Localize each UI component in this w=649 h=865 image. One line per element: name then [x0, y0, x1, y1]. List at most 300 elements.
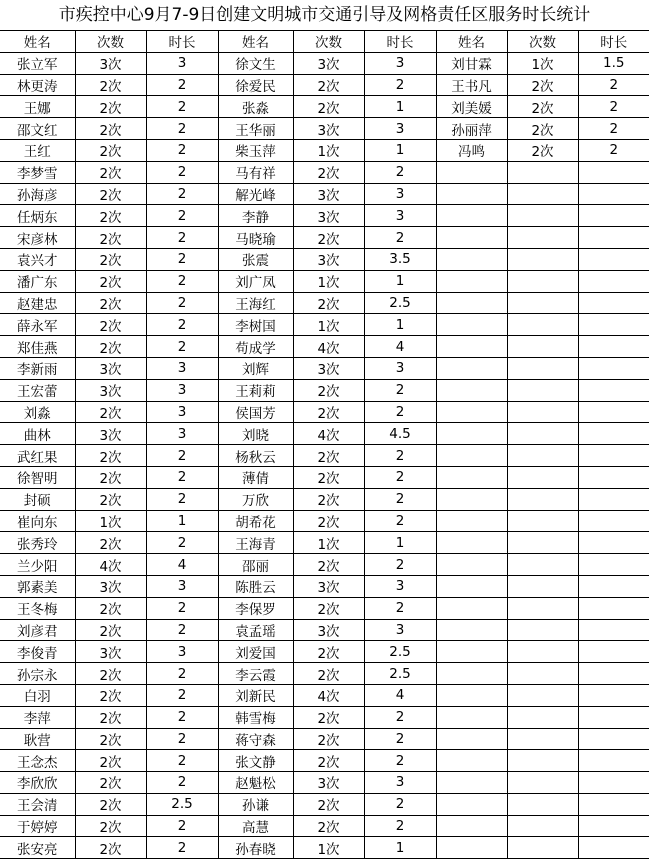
cell-count[interactable]: [507, 445, 578, 467]
cell-hours[interactable]: 2: [146, 466, 218, 488]
cell-hours[interactable]: 2: [146, 837, 218, 859]
cell-name[interactable]: [436, 270, 507, 292]
cell-hours[interactable]: [578, 772, 649, 794]
cell-name[interactable]: 杨秋云: [218, 445, 293, 467]
cell-count[interactable]: 2次: [75, 793, 146, 815]
cell-hours[interactable]: 4.5: [364, 423, 436, 445]
cell-count[interactable]: [507, 619, 578, 641]
cell-count[interactable]: 2次: [293, 292, 364, 314]
cell-count[interactable]: 2次: [75, 74, 146, 96]
cell-count[interactable]: [507, 314, 578, 336]
cell-hours[interactable]: 2: [146, 684, 218, 706]
cell-count[interactable]: 3次: [293, 205, 364, 227]
cell-name[interactable]: [436, 837, 507, 859]
cell-count[interactable]: 3次: [293, 52, 364, 74]
cell-hours[interactable]: [578, 336, 649, 358]
cell-name[interactable]: 李欣欣: [0, 772, 75, 794]
cell-name[interactable]: 刘广凤: [218, 270, 293, 292]
cell-hours[interactable]: 2.5: [364, 663, 436, 685]
cell-name[interactable]: 张震: [218, 248, 293, 270]
cell-hours[interactable]: 2: [146, 706, 218, 728]
cell-name[interactable]: 兰少阳: [0, 554, 75, 576]
cell-hours[interactable]: 1: [364, 270, 436, 292]
cell-count[interactable]: 2次: [507, 118, 578, 140]
cell-count[interactable]: 2次: [293, 401, 364, 423]
cell-hours[interactable]: 3.5: [364, 248, 436, 270]
column-header-name[interactable]: 姓名: [0, 31, 75, 52]
cell-name[interactable]: [436, 205, 507, 227]
cell-hours[interactable]: [578, 750, 649, 772]
cell-hours[interactable]: 2: [146, 205, 218, 227]
cell-name[interactable]: 王红: [0, 139, 75, 161]
cell-name[interactable]: 王莉莉: [218, 379, 293, 401]
cell-count[interactable]: 2次: [75, 837, 146, 859]
cell-hours[interactable]: 3: [364, 575, 436, 597]
cell-hours[interactable]: 2: [364, 227, 436, 249]
cell-name[interactable]: [436, 227, 507, 249]
cell-name[interactable]: 孙海彦: [0, 183, 75, 205]
cell-name[interactable]: 李新雨: [0, 357, 75, 379]
cell-name[interactable]: 孙丽萍: [436, 118, 507, 140]
cell-count[interactable]: 2次: [75, 445, 146, 467]
cell-count[interactable]: [507, 161, 578, 183]
cell-hours[interactable]: 2: [146, 314, 218, 336]
cell-hours[interactable]: [578, 728, 649, 750]
cell-count[interactable]: [507, 684, 578, 706]
cell-count[interactable]: 2次: [75, 227, 146, 249]
cell-name[interactable]: 张秀玲: [0, 532, 75, 554]
cell-name[interactable]: 胡希花: [218, 510, 293, 532]
cell-name[interactable]: 邵丽: [218, 554, 293, 576]
cell-count[interactable]: 2次: [293, 815, 364, 837]
cell-count[interactable]: [507, 750, 578, 772]
cell-name[interactable]: 张淼: [218, 96, 293, 118]
cell-hours[interactable]: 2: [146, 619, 218, 641]
cell-hours[interactable]: 3: [146, 423, 218, 445]
cell-count[interactable]: [507, 357, 578, 379]
cell-hours[interactable]: [578, 314, 649, 336]
cell-count[interactable]: 3次: [293, 575, 364, 597]
cell-hours[interactable]: 2: [364, 379, 436, 401]
cell-count[interactable]: [507, 641, 578, 663]
cell-hours[interactable]: 2: [364, 488, 436, 510]
cell-name[interactable]: 解光峰: [218, 183, 293, 205]
cell-count[interactable]: 2次: [507, 96, 578, 118]
cell-name[interactable]: 张文静: [218, 750, 293, 772]
cell-name[interactable]: [436, 183, 507, 205]
cell-name[interactable]: 袁兴才: [0, 248, 75, 270]
cell-hours[interactable]: [578, 270, 649, 292]
cell-name[interactable]: [436, 423, 507, 445]
cell-count[interactable]: 1次: [507, 52, 578, 74]
cell-hours[interactable]: 2: [146, 336, 218, 358]
cell-hours[interactable]: 2: [364, 510, 436, 532]
cell-name[interactable]: 王海红: [218, 292, 293, 314]
cell-name[interactable]: 王海青: [218, 532, 293, 554]
cell-hours[interactable]: 1: [364, 139, 436, 161]
cell-count[interactable]: 2次: [293, 597, 364, 619]
cell-count[interactable]: 2次: [75, 139, 146, 161]
cell-hours[interactable]: 2: [146, 183, 218, 205]
cell-name[interactable]: 高慧: [218, 815, 293, 837]
cell-name[interactable]: 刘辉: [218, 357, 293, 379]
cell-name[interactable]: 宋彦林: [0, 227, 75, 249]
cell-count[interactable]: [507, 205, 578, 227]
cell-name[interactable]: [436, 445, 507, 467]
cell-hours[interactable]: 2: [146, 227, 218, 249]
cell-hours[interactable]: 3: [146, 575, 218, 597]
cell-count[interactable]: 1次: [75, 510, 146, 532]
cell-count[interactable]: 2次: [75, 161, 146, 183]
cell-hours[interactable]: [578, 554, 649, 576]
cell-count[interactable]: 1次: [293, 270, 364, 292]
cell-name[interactable]: 林更涛: [0, 74, 75, 96]
cell-count[interactable]: [507, 336, 578, 358]
cell-name[interactable]: 王会清: [0, 793, 75, 815]
cell-hours[interactable]: [578, 466, 649, 488]
cell-hours[interactable]: 2: [364, 445, 436, 467]
cell-count[interactable]: [507, 270, 578, 292]
cell-name[interactable]: 王书凡: [436, 74, 507, 96]
cell-name[interactable]: 刘新民: [218, 684, 293, 706]
cell-name[interactable]: 孙春晓: [218, 837, 293, 859]
cell-hours[interactable]: 3: [364, 52, 436, 74]
cell-count[interactable]: [507, 597, 578, 619]
cell-count[interactable]: 2次: [293, 379, 364, 401]
cell-count[interactable]: 3次: [75, 357, 146, 379]
cell-name[interactable]: 薄倩: [218, 466, 293, 488]
cell-name[interactable]: 李梦雪: [0, 161, 75, 183]
cell-hours[interactable]: [578, 706, 649, 728]
cell-hours[interactable]: [578, 663, 649, 685]
cell-hours[interactable]: 3: [364, 205, 436, 227]
cell-name[interactable]: [436, 248, 507, 270]
cell-count[interactable]: 3次: [293, 248, 364, 270]
cell-name[interactable]: 刘晓: [218, 423, 293, 445]
cell-hours[interactable]: 1: [146, 510, 218, 532]
cell-name[interactable]: 王念杰: [0, 750, 75, 772]
cell-count[interactable]: 1次: [293, 837, 364, 859]
cell-count[interactable]: [507, 401, 578, 423]
cell-name[interactable]: [436, 684, 507, 706]
cell-count[interactable]: 3次: [293, 772, 364, 794]
cell-hours[interactable]: 2: [146, 663, 218, 685]
cell-name[interactable]: 徐爱民: [218, 74, 293, 96]
cell-name[interactable]: [436, 750, 507, 772]
cell-hours[interactable]: [578, 793, 649, 815]
cell-count[interactable]: 2次: [75, 183, 146, 205]
cell-count[interactable]: 2次: [293, 74, 364, 96]
cell-name[interactable]: 马有祥: [218, 161, 293, 183]
cell-count[interactable]: 2次: [75, 248, 146, 270]
cell-hours[interactable]: 2: [146, 270, 218, 292]
cell-hours[interactable]: 3: [364, 619, 436, 641]
cell-name[interactable]: [436, 793, 507, 815]
cell-name[interactable]: [436, 728, 507, 750]
cell-hours[interactable]: 1: [364, 837, 436, 859]
cell-count[interactable]: [507, 466, 578, 488]
cell-count[interactable]: [507, 488, 578, 510]
cell-hours[interactable]: 2: [146, 292, 218, 314]
cell-name[interactable]: 封硕: [0, 488, 75, 510]
cell-hours[interactable]: 2: [364, 554, 436, 576]
cell-count[interactable]: [507, 532, 578, 554]
cell-count[interactable]: 3次: [75, 641, 146, 663]
column-header-name[interactable]: 姓名: [436, 31, 507, 52]
cell-count[interactable]: 2次: [293, 554, 364, 576]
cell-count[interactable]: 2次: [75, 292, 146, 314]
cell-name[interactable]: 刘美媛: [436, 96, 507, 118]
cell-hours[interactable]: [578, 423, 649, 445]
cell-count[interactable]: 2次: [293, 793, 364, 815]
cell-hours[interactable]: [578, 510, 649, 532]
cell-name[interactable]: 马晓瑜: [218, 227, 293, 249]
cell-name[interactable]: 苟成学: [218, 336, 293, 358]
cell-hours[interactable]: [578, 401, 649, 423]
cell-count[interactable]: 3次: [75, 52, 146, 74]
cell-hours[interactable]: 2: [364, 815, 436, 837]
cell-hours[interactable]: 3: [146, 52, 218, 74]
cell-hours[interactable]: 2: [364, 793, 436, 815]
cell-name[interactable]: 曲林: [0, 423, 75, 445]
cell-count[interactable]: 1次: [293, 532, 364, 554]
cell-hours[interactable]: 1: [364, 96, 436, 118]
cell-name[interactable]: 李俊青: [0, 641, 75, 663]
cell-count[interactable]: 2次: [75, 772, 146, 794]
cell-count[interactable]: 2次: [293, 750, 364, 772]
cell-count[interactable]: 2次: [75, 205, 146, 227]
cell-hours[interactable]: [578, 379, 649, 401]
cell-count[interactable]: [507, 183, 578, 205]
cell-count[interactable]: 4次: [293, 336, 364, 358]
cell-name[interactable]: 潘广东: [0, 270, 75, 292]
cell-name[interactable]: 李云霞: [218, 663, 293, 685]
cell-count[interactable]: [507, 772, 578, 794]
cell-hours[interactable]: 2: [364, 401, 436, 423]
cell-count[interactable]: 2次: [293, 663, 364, 685]
cell-count[interactable]: [507, 575, 578, 597]
cell-count[interactable]: 2次: [293, 510, 364, 532]
cell-name[interactable]: 李萍: [0, 706, 75, 728]
cell-name[interactable]: [436, 575, 507, 597]
cell-count[interactable]: [507, 379, 578, 401]
cell-hours[interactable]: 2: [364, 466, 436, 488]
cell-count[interactable]: 2次: [507, 74, 578, 96]
cell-name[interactable]: 张安亮: [0, 837, 75, 859]
cell-count[interactable]: 2次: [293, 488, 364, 510]
cell-count[interactable]: 2次: [293, 227, 364, 249]
column-header-hours[interactable]: 时长: [364, 31, 436, 52]
cell-name[interactable]: 赵魁松: [218, 772, 293, 794]
cell-name[interactable]: 郑佳燕: [0, 336, 75, 358]
cell-count[interactable]: 2次: [75, 314, 146, 336]
cell-name[interactable]: 王宏蕾: [0, 379, 75, 401]
cell-count[interactable]: 2次: [75, 118, 146, 140]
cell-hours[interactable]: 1: [364, 314, 436, 336]
cell-hours[interactable]: 2: [578, 96, 649, 118]
cell-name[interactable]: 陈胜云: [218, 575, 293, 597]
cell-count[interactable]: 3次: [75, 575, 146, 597]
cell-name[interactable]: 徐智明: [0, 466, 75, 488]
cell-name[interactable]: 万欣: [218, 488, 293, 510]
cell-name[interactable]: [436, 597, 507, 619]
cell-hours[interactable]: 3: [364, 772, 436, 794]
cell-hours[interactable]: 2: [146, 161, 218, 183]
cell-hours[interactable]: [578, 815, 649, 837]
cell-count[interactable]: [507, 837, 578, 859]
cell-hours[interactable]: [578, 248, 649, 270]
cell-count[interactable]: 2次: [75, 336, 146, 358]
cell-name[interactable]: 任炳东: [0, 205, 75, 227]
cell-count[interactable]: 2次: [507, 139, 578, 161]
cell-count[interactable]: 4次: [75, 554, 146, 576]
cell-hours[interactable]: [578, 641, 649, 663]
cell-count[interactable]: 2次: [75, 663, 146, 685]
cell-hours[interactable]: [578, 597, 649, 619]
cell-count[interactable]: 3次: [293, 118, 364, 140]
cell-count[interactable]: [507, 248, 578, 270]
cell-hours[interactable]: 4: [364, 684, 436, 706]
cell-hours[interactable]: 3: [364, 118, 436, 140]
column-header-count[interactable]: 次数: [507, 31, 578, 52]
cell-count[interactable]: [507, 728, 578, 750]
cell-name[interactable]: 侯国芳: [218, 401, 293, 423]
cell-count[interactable]: 2次: [75, 684, 146, 706]
cell-hours[interactable]: 2: [146, 96, 218, 118]
cell-count[interactable]: 1次: [293, 139, 364, 161]
cell-count[interactable]: 2次: [293, 161, 364, 183]
cell-hours[interactable]: 2: [364, 74, 436, 96]
cell-hours[interactable]: 2: [146, 597, 218, 619]
cell-count[interactable]: 3次: [293, 183, 364, 205]
cell-name[interactable]: 邵文红: [0, 118, 75, 140]
cell-hours[interactable]: [578, 292, 649, 314]
cell-hours[interactable]: 4: [146, 554, 218, 576]
cell-hours[interactable]: 1: [364, 532, 436, 554]
cell-hours[interactable]: 3: [364, 183, 436, 205]
cell-hours[interactable]: [578, 357, 649, 379]
column-header-name[interactable]: 姓名: [218, 31, 293, 52]
column-header-count[interactable]: 次数: [75, 31, 146, 52]
cell-name[interactable]: [436, 554, 507, 576]
cell-count[interactable]: 2次: [75, 619, 146, 641]
cell-name[interactable]: 孙宗永: [0, 663, 75, 685]
cell-name[interactable]: 李树国: [218, 314, 293, 336]
cell-hours[interactable]: [578, 205, 649, 227]
cell-count[interactable]: [507, 554, 578, 576]
cell-count[interactable]: 3次: [75, 423, 146, 445]
cell-count[interactable]: 4次: [293, 423, 364, 445]
cell-name[interactable]: 蒋守森: [218, 728, 293, 750]
cell-name[interactable]: [436, 619, 507, 641]
cell-hours[interactable]: 2.5: [146, 793, 218, 815]
cell-count[interactable]: 2次: [293, 445, 364, 467]
cell-name[interactable]: 于婷婷: [0, 815, 75, 837]
cell-count[interactable]: 2次: [293, 728, 364, 750]
cell-name[interactable]: [436, 641, 507, 663]
cell-name[interactable]: 崔向东: [0, 510, 75, 532]
column-header-hours[interactable]: 时长: [578, 31, 649, 52]
cell-name[interactable]: 刘淼: [0, 401, 75, 423]
cell-name[interactable]: [436, 161, 507, 183]
cell-hours[interactable]: [578, 684, 649, 706]
cell-hours[interactable]: 2: [364, 750, 436, 772]
cell-name[interactable]: 王冬梅: [0, 597, 75, 619]
column-header-count[interactable]: 次数: [293, 31, 364, 52]
cell-count[interactable]: [507, 510, 578, 532]
cell-hours[interactable]: 1.5: [578, 52, 649, 74]
cell-hours[interactable]: 2: [578, 74, 649, 96]
cell-count[interactable]: 2次: [75, 96, 146, 118]
cell-name[interactable]: 赵建忠: [0, 292, 75, 314]
cell-hours[interactable]: 4: [364, 336, 436, 358]
cell-count[interactable]: 2次: [293, 466, 364, 488]
cell-name[interactable]: 张立军: [0, 52, 75, 74]
cell-name[interactable]: [436, 314, 507, 336]
cell-count[interactable]: [507, 793, 578, 815]
cell-hours[interactable]: 2: [146, 532, 218, 554]
cell-hours[interactable]: 2: [364, 597, 436, 619]
cell-hours[interactable]: 2: [364, 161, 436, 183]
cell-name[interactable]: [436, 510, 507, 532]
column-header-hours[interactable]: 时长: [146, 31, 218, 52]
cell-hours[interactable]: 2: [146, 118, 218, 140]
cell-hours[interactable]: 3: [146, 401, 218, 423]
cell-hours[interactable]: [578, 619, 649, 641]
cell-hours[interactable]: 2: [146, 815, 218, 837]
cell-count[interactable]: 2次: [75, 706, 146, 728]
cell-hours[interactable]: 2: [146, 750, 218, 772]
cell-name[interactable]: [436, 663, 507, 685]
cell-name[interactable]: [436, 379, 507, 401]
cell-hours[interactable]: [578, 532, 649, 554]
cell-count[interactable]: 2次: [75, 270, 146, 292]
cell-hours[interactable]: 3: [146, 379, 218, 401]
cell-hours[interactable]: 2: [146, 74, 218, 96]
cell-hours[interactable]: 2: [578, 118, 649, 140]
cell-hours[interactable]: 2: [146, 488, 218, 510]
cell-count[interactable]: 2次: [75, 597, 146, 619]
cell-name[interactable]: [436, 706, 507, 728]
cell-hours[interactable]: 2: [364, 728, 436, 750]
cell-name[interactable]: 白羽: [0, 684, 75, 706]
cell-name[interactable]: 孙谦: [218, 793, 293, 815]
cell-hours[interactable]: 2: [146, 445, 218, 467]
cell-count[interactable]: 1次: [293, 314, 364, 336]
cell-count[interactable]: 2次: [293, 96, 364, 118]
cell-hours[interactable]: 2: [578, 139, 649, 161]
cell-count[interactable]: 4次: [293, 684, 364, 706]
cell-name[interactable]: 刘甘霖: [436, 52, 507, 74]
cell-name[interactable]: [436, 772, 507, 794]
cell-hours[interactable]: 3: [364, 357, 436, 379]
cell-count[interactable]: 2次: [75, 815, 146, 837]
cell-name[interactable]: [436, 532, 507, 554]
cell-count[interactable]: [507, 663, 578, 685]
cell-hours[interactable]: [578, 227, 649, 249]
cell-count[interactable]: 2次: [75, 488, 146, 510]
cell-hours[interactable]: 2: [146, 248, 218, 270]
cell-count[interactable]: [507, 815, 578, 837]
cell-name[interactable]: [436, 292, 507, 314]
cell-name[interactable]: 韩雪梅: [218, 706, 293, 728]
cell-count[interactable]: 2次: [75, 728, 146, 750]
cell-count[interactable]: [507, 292, 578, 314]
cell-count[interactable]: 2次: [75, 401, 146, 423]
cell-count[interactable]: 3次: [293, 619, 364, 641]
cell-name[interactable]: 刘彦君: [0, 619, 75, 641]
cell-hours[interactable]: [578, 161, 649, 183]
